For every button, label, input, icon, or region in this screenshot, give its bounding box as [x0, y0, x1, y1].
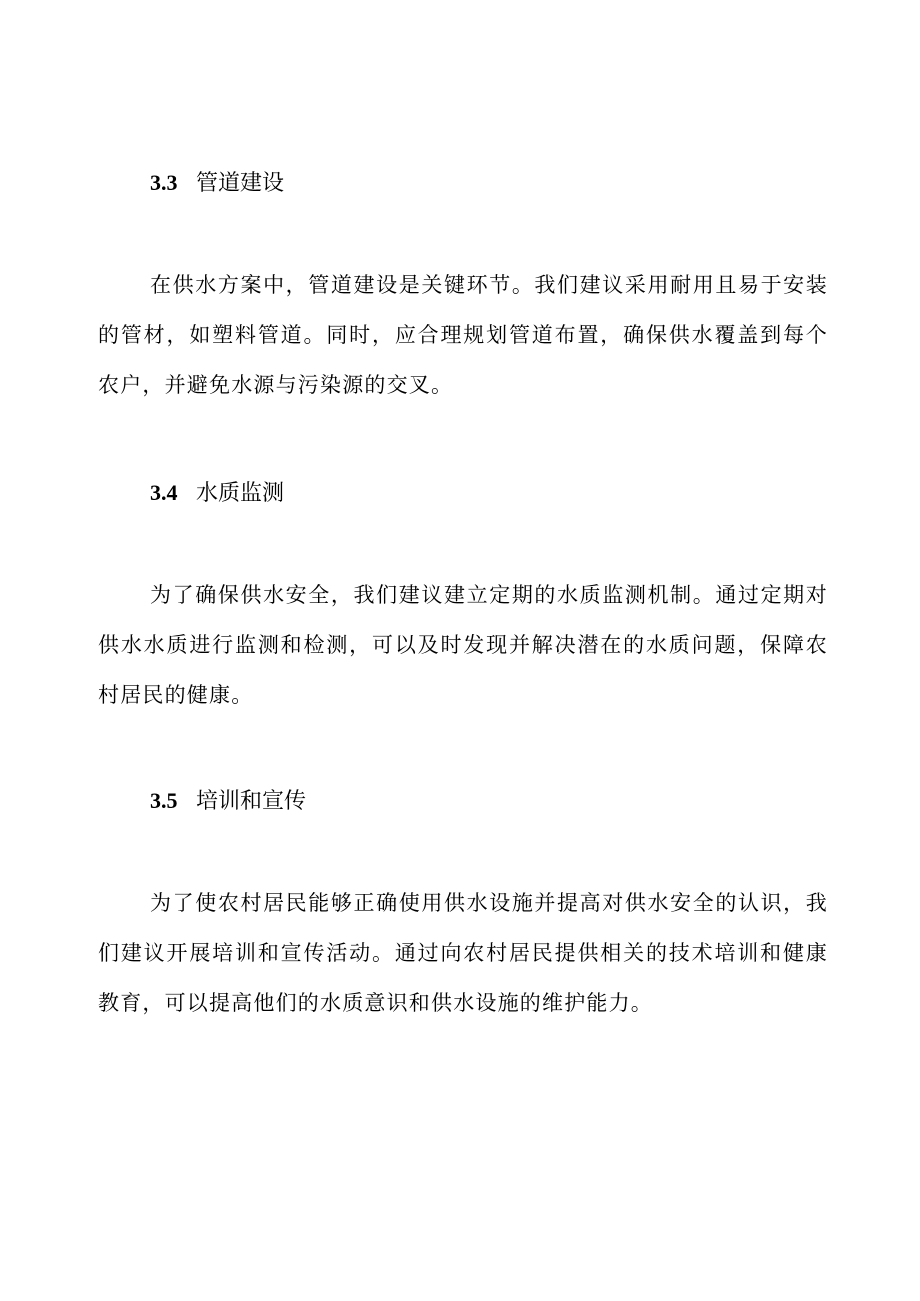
section-title: 管道建设	[196, 171, 285, 196]
section-title: 水质监测	[196, 481, 285, 506]
section-heading-3-5	[150, 786, 306, 817]
section-heading-3-4	[150, 478, 284, 509]
section-heading-3-3	[150, 168, 284, 199]
section-paragraph-3-4: 为了确保供水安全，我们建议建立定期的水质监测机制。通过定期对供水水质进行监测和检测，可以及时发现并解决潜在的水质问题，保障农村居民的健康。	[98, 583, 828, 707]
section-paragraph-3-3: 在供水方案中，管道建设是关键环节。我们建议采用耐用且易于安装的管材，如塑料管道。同时，应合理规划管道布置，确保供水覆盖到每个农户，并避免水源与污染源的交叉。	[98, 273, 828, 397]
section-number: 3.5	[150, 788, 178, 813]
section-title: 培训和宣传	[196, 789, 307, 814]
section-number: 3.3	[150, 170, 178, 195]
section-paragraph-3-5: 为了使农村居民能够正确使用供水设施并提高对供水安全的认识，我们建议开展培训和宣传活动。通过向农村居民提供相关的技术培训和健康教育，可以提高他们的水质意识和供水设施的维护能力。	[98, 891, 828, 1015]
section-number: 3.4	[150, 480, 178, 505]
